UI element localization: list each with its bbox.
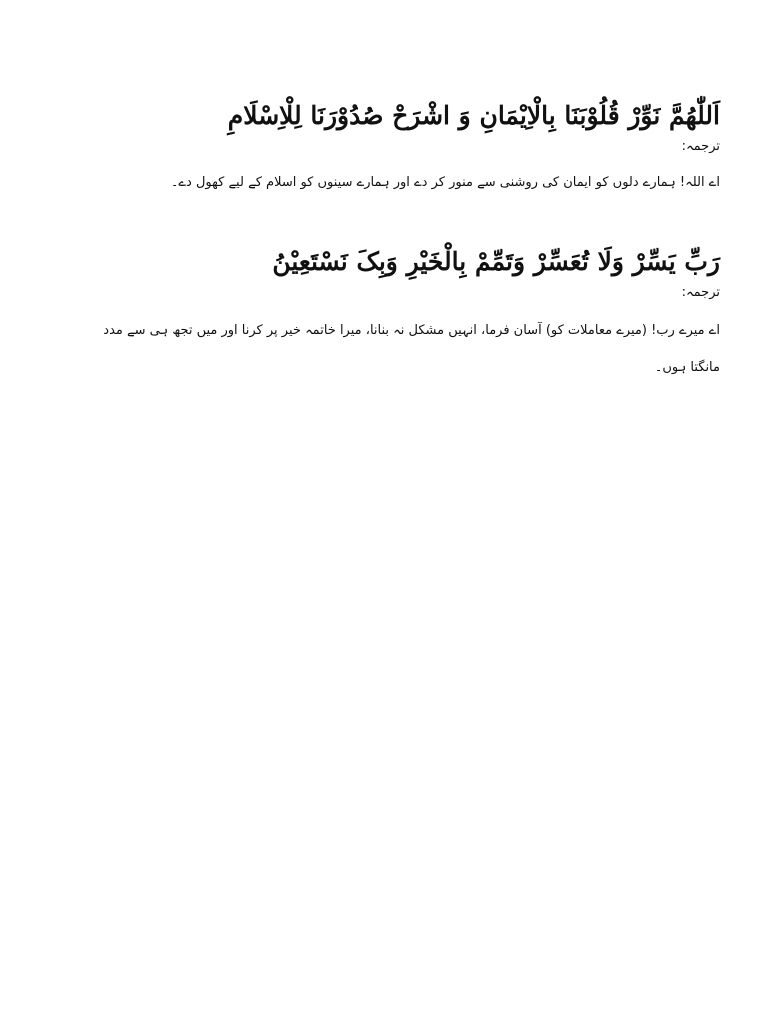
dua-block-1 — [80, 98, 720, 200]
urdu-translation-text: اے میرے رب! (میرے معاملات کو) آسان فرما، انہیں مشکل نہ بنانا، میرا خاتمہ خیر پر کرنا اور میں تجھ ہی سے مدد مانگتا ہوں۔ — [103, 322, 720, 376]
translation-label: ترجمہ: — [681, 284, 720, 300]
translation-label: ترجمہ: — [681, 139, 720, 154]
dua-block-2 — [80, 244, 720, 387]
dua-list — [80, 98, 720, 387]
arabic-dua-text: رَبِّ یَسِّرْ وَلَا تُعَسِّرْ وَتَمِّمْ بِالْخَیْرِ وَبِکَ نَسْتَعِیْنُ — [272, 246, 720, 276]
arabic-dua-text: اَللّٰھُمَّ نَوِّرْ قُلُوْبَنَا بِالْاِیْمَانِ وَ اشْرَحْ صُدُوْرَنَا لِلْاِسْلَامِ — [227, 101, 720, 130]
urdu-translation-text: اے اللہ! ہمارے دلوں کو ایمان کی روشنی سے منور کر دے اور ہمارے سینوں کو اسلام کے لیے کھول دے۔ — [170, 174, 720, 190]
